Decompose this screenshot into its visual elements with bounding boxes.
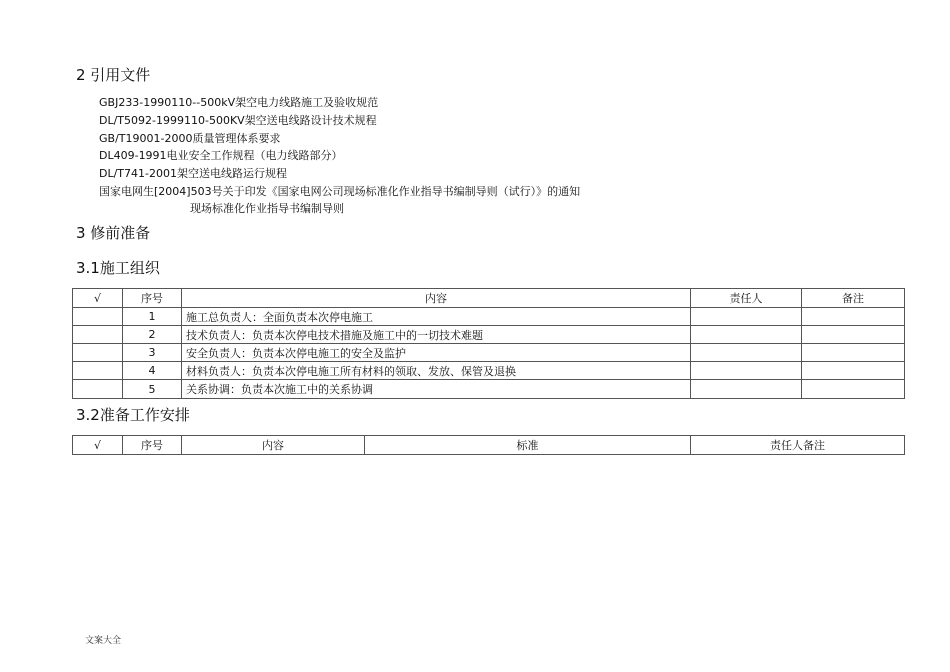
content-header: 内容 [182, 289, 691, 308]
content-cell: 关系协调：负责本次施工中的关系协调 [182, 380, 691, 399]
reference-item: 现场标准化作业指导书编制导则 [190, 202, 344, 215]
section-3-2-title: 3.2准备工作安排 [76, 406, 190, 424]
reference-item: DL/T741-2001架空送电线路运行规程 [99, 167, 287, 180]
reference-item: 国家电网生[2004]503号关于印发《国家电网公司现场标准化作业指导书编制导则（试行）》的通知 [99, 185, 581, 198]
check-cell [73, 362, 123, 380]
content-cell: 材料负责人：负责本次停电施工所有材料的领取、发放、保管及退换 [182, 362, 691, 380]
standard-header: 标准 [365, 436, 691, 455]
number-cell: 3 [123, 344, 182, 362]
reference-item: DL/T5092-1999110-500KV架空送电线路设计技术规程 [99, 114, 377, 127]
content-cell: 技术负责人：负责本次停电技术措施及施工中的一切技术难题 [182, 326, 691, 344]
table-row [73, 362, 905, 380]
footer-watermark: 文案大全 [85, 636, 122, 646]
check-cell [73, 380, 123, 399]
note-cell [802, 326, 905, 344]
number-cell: 1 [123, 308, 182, 326]
note-cell [802, 362, 905, 380]
check-header: √ [73, 289, 123, 308]
note-cell [802, 308, 905, 326]
number-cell: 5 [123, 380, 182, 399]
table-header-row [73, 289, 905, 308]
check-cell [73, 326, 123, 344]
reference-item: GB/T19001-2000质量管理体系要求 [99, 132, 281, 145]
check-cell [73, 344, 123, 362]
check-header: √ [73, 436, 123, 455]
note-cell [802, 344, 905, 362]
number-cell: 2 [123, 326, 182, 344]
number-cell: 4 [123, 362, 182, 380]
owner-header: 责任人 [691, 289, 802, 308]
table-header-row [73, 436, 905, 455]
reference-item: GBJ233-1990110--500kV架空电力线路施工及验收规范 [99, 96, 379, 109]
section-2-title: 2 引用文件 [76, 66, 151, 84]
table-row [73, 308, 905, 326]
number-header: 序号 [123, 289, 182, 308]
owner-cell [691, 380, 802, 399]
number-header: 序号 [123, 436, 182, 455]
content-cell: 安全负责人：负责本次停电施工的安全及监护 [182, 344, 691, 362]
preparation-work-table [72, 435, 905, 455]
content-header: 内容 [182, 436, 365, 455]
note-header: 备注 [802, 289, 905, 308]
owner-cell [691, 344, 802, 362]
owner-cell [691, 362, 802, 380]
note-cell [802, 380, 905, 399]
content-cell: 施工总负责人：全面负责本次停电施工 [182, 308, 691, 326]
table-row [73, 344, 905, 362]
construction-organization-table [72, 288, 905, 399]
table-row [73, 380, 905, 399]
check-cell [73, 308, 123, 326]
owner-note-header: 责任人备注 [691, 436, 905, 455]
section-3-title: 3 修前准备 [76, 224, 151, 242]
section-3-1-title: 3.1施工组织 [76, 259, 160, 277]
owner-cell [691, 308, 802, 326]
table-row [73, 326, 905, 344]
owner-cell [691, 326, 802, 344]
reference-item: DL409-1991电业安全工作规程（电力线路部分） [99, 149, 343, 162]
